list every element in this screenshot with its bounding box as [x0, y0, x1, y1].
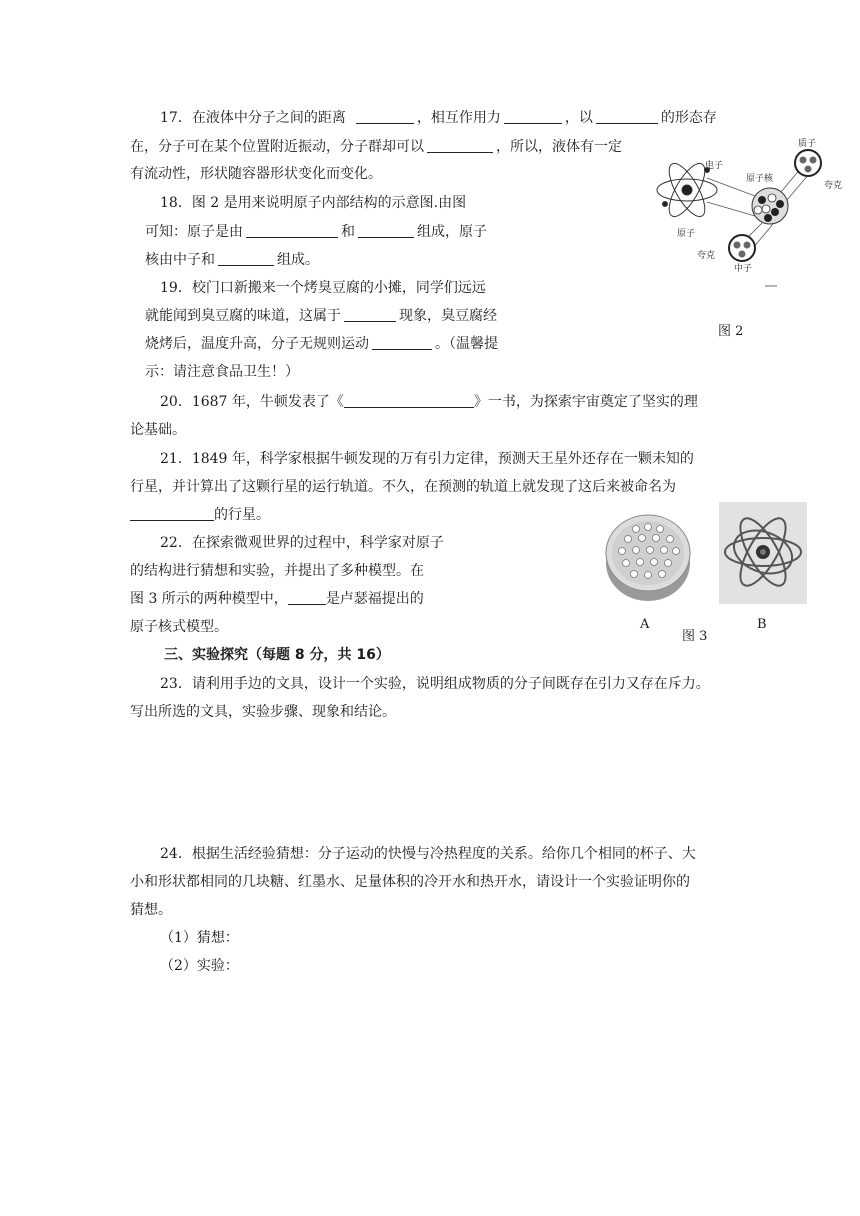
proton-icon: [795, 150, 821, 176]
q18-text-b: 和: [341, 224, 355, 240]
q21-text: 的行星。: [214, 507, 270, 523]
answer-blank-q22-model[interactable]: [288, 589, 326, 605]
answer-blank-q18-part1[interactable]: [246, 222, 338, 238]
q17-line1: [160, 108, 717, 128]
q17-text-e: 在，分子可在某个位置附近振动，分子群却可以: [130, 139, 424, 155]
q22-text-a: 图 3 所示的两种模型中，: [130, 591, 288, 607]
label-nucleus: 原子核: [746, 174, 774, 184]
answer-blank-q17-distance[interactable]: [356, 108, 414, 124]
q17-text-b: ，相互作用力: [416, 110, 501, 126]
q17-text-f: ，所以，液体有一定: [496, 139, 622, 155]
neutron-icon: [729, 235, 755, 261]
answer-blank-q19-phenomenon[interactable]: [344, 306, 396, 322]
q19-text-a: 就能闻到臭豆腐的味道，这属于: [145, 308, 341, 324]
q17-text-d: 的形态存: [660, 110, 717, 126]
q24-line1: 24．根据生活经验猜想：分子运动的快慢与冷热程度的关系。给你几个相同的杯子、大: [160, 846, 696, 862]
q24-part1: （1）猜想：: [160, 930, 239, 946]
q22-line3: [130, 589, 424, 609]
q18-text-c: 组成，原子: [417, 224, 487, 240]
answer-blank-q18-part2[interactable]: [358, 222, 414, 238]
figure3-label-b: B: [757, 617, 767, 632]
q22-text-b: 是卢瑟福提出的: [325, 591, 424, 607]
label-electron: 电子: [705, 161, 724, 171]
label-quark-top: 夸克: [824, 181, 843, 191]
answer-blank-q21-planet[interactable]: [130, 505, 214, 521]
q17-line2: [130, 137, 622, 157]
q19-line2: [145, 306, 497, 326]
q18-line3: [145, 250, 319, 270]
answer-blank-q18-nucleus[interactable]: [218, 250, 274, 266]
q24-line3: 猜想。: [130, 902, 172, 918]
q21-line1: 21．1849 年，科学家根据牛顿发现的万有引力定律，预测天王星外还存在一颗未知的: [160, 451, 694, 467]
answer-blank-q19-motion[interactable]: [372, 334, 432, 350]
label-quark-bottom: 夸克: [697, 251, 716, 261]
label-proton: 质子: [798, 139, 817, 149]
figure2-atom-diagram: [655, 138, 855, 288]
q22-line4: 原子核式模型。: [130, 619, 228, 635]
label-neutron: 中子: [734, 264, 753, 274]
q24-line2: 小和形状都相同的几块糖、红墨水、足量体积的冷开水和热开水，请设计一个实验证明你的: [130, 874, 690, 890]
q17-text-c: ，以: [564, 110, 593, 126]
q19-text-d: 。（温馨提: [435, 336, 498, 352]
q17-line3: 有流动性，形状随容器形状变化而变化。: [130, 166, 382, 182]
q24-part2: （2）实验：: [160, 958, 239, 974]
answer-blank-q20-book[interactable]: [344, 392, 474, 408]
answer-blank-q17-group[interactable]: [427, 137, 493, 153]
q19-line3: [145, 334, 498, 354]
figure3-label-a: A: [640, 617, 650, 632]
q22-line2: 的结构进行猜想和实验，并提出了多种模型。在: [130, 563, 424, 579]
q18-line1: 18．图 2 是用来说明原子内部结构的示意图.由图: [160, 195, 467, 211]
q19-text-b: 现象，臭豆腐经: [399, 308, 497, 324]
q23-line2: 写出所选的文具，实验步骤、现象和结论。: [130, 704, 396, 720]
q19-text-c: 烧烤后，温度升高，分子无规则运动: [145, 336, 369, 352]
q21-line2: 行星，并计算出了这颗行星的运行轨道。不久，在预测的轨道上就发现了这后来被命名为: [130, 479, 676, 495]
figure3-caption: 图 3: [682, 629, 708, 644]
q20-text-a: 20．1687 年，牛顿发表了《: [160, 394, 344, 410]
q18-text-a: 可知：原子是由: [145, 224, 243, 240]
nucleus-icon: [752, 188, 788, 224]
q17-text-a: 17．在液体中分子之间的距离: [160, 110, 346, 126]
q18-text-d: 核由中子和: [145, 252, 215, 268]
q19-line4: 示：请注意食品卫生！）: [145, 364, 299, 380]
answer-blank-q17-form[interactable]: [596, 108, 658, 124]
q20-line2: 论基础。: [130, 422, 186, 438]
figure2-caption: 图 2: [718, 324, 744, 339]
q23-line1: 23．请利用手边的文具，设计一个实验，说明组成物质的分子间既存在引力又存在斥力。: [160, 676, 710, 692]
q22-line1: 22．在探索微观世界的过程中，科学家对原子: [160, 535, 444, 551]
figure3-model-a: [602, 509, 694, 603]
q18-line2: [145, 222, 487, 242]
label-atom: 原子: [677, 229, 696, 239]
q20-line1: [160, 392, 698, 412]
q20-text-b: 》一书，为探索宇宙奠定了坚实的理: [473, 394, 698, 410]
q19-line1: 19．校门口新搬来一个烤臭豆腐的小摊，同学们远远: [160, 280, 486, 296]
section-heading: 三、实验探究（每题 8 分，共 16）: [164, 647, 390, 663]
q21-line3: [130, 505, 270, 525]
q18-text-e: 组成。: [277, 252, 319, 268]
figure3-model-b: [719, 502, 807, 604]
answer-blank-q17-force[interactable]: [504, 108, 562, 124]
